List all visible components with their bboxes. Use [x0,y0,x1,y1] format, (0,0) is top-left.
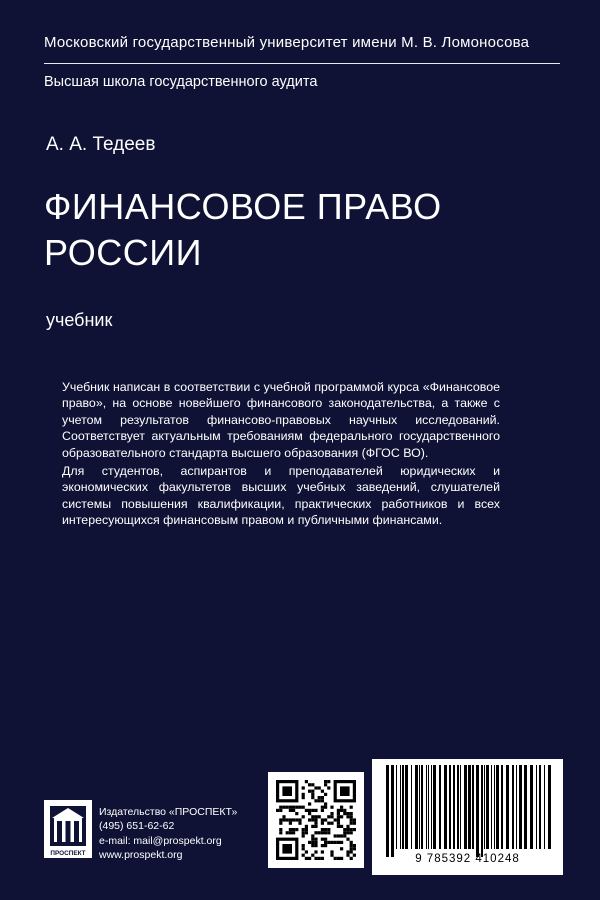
publisher-info [99,805,237,862]
isbn-barcode [372,759,563,875]
isbn-digits: 9 785392 410248 [415,853,520,865]
book-title-line-1: ФИНАНСОВОЕ ПРАВО [44,186,442,227]
book-annotation [62,379,500,529]
book-title [44,184,564,276]
publisher-email: e-mail: mail@prospekt.org [99,834,222,847]
publisher-name: Издательство «ПРОСПЕКТ» [99,806,238,818]
publisher-website: www.prospekt.org [99,848,183,861]
prospekt-logo-icon [44,800,92,858]
logo-text: ПРОСПЕКТ [50,850,86,857]
book-title-line-2: РОССИИ [44,232,202,273]
publisher-phone: (495) 651-62-62 [99,820,175,833]
annotation-paragraph-1: Учебник написан в соответствии с учебной программой курса «Финансовое право», на основе новейшего финансового законодательства, а также с учетом результатов финансово-правовых научных исследований. Соответствует актуальным требованиям федерального государственного образовательного стандарта высшего образования (ФГОС ВО). [62,380,500,460]
header-divider [44,63,560,64]
school-name: Высшая школа государственного аудита [44,74,318,90]
book-subtitle: учебник [46,310,113,330]
qr-code-icon [268,772,364,868]
university-name: Московский государственный университет имени М. В. Ломоносова [44,34,530,51]
annotation-paragraph-2: Для студентов, аспирантов и преподавателей юридических и экономических факультетов высших учебных заведений, слушателей системы повышения квалификации, практических работников и всех интересующихся финансовым правом и публичными финансами. [62,464,500,528]
author-name: А. А. Тедеев [46,134,156,155]
